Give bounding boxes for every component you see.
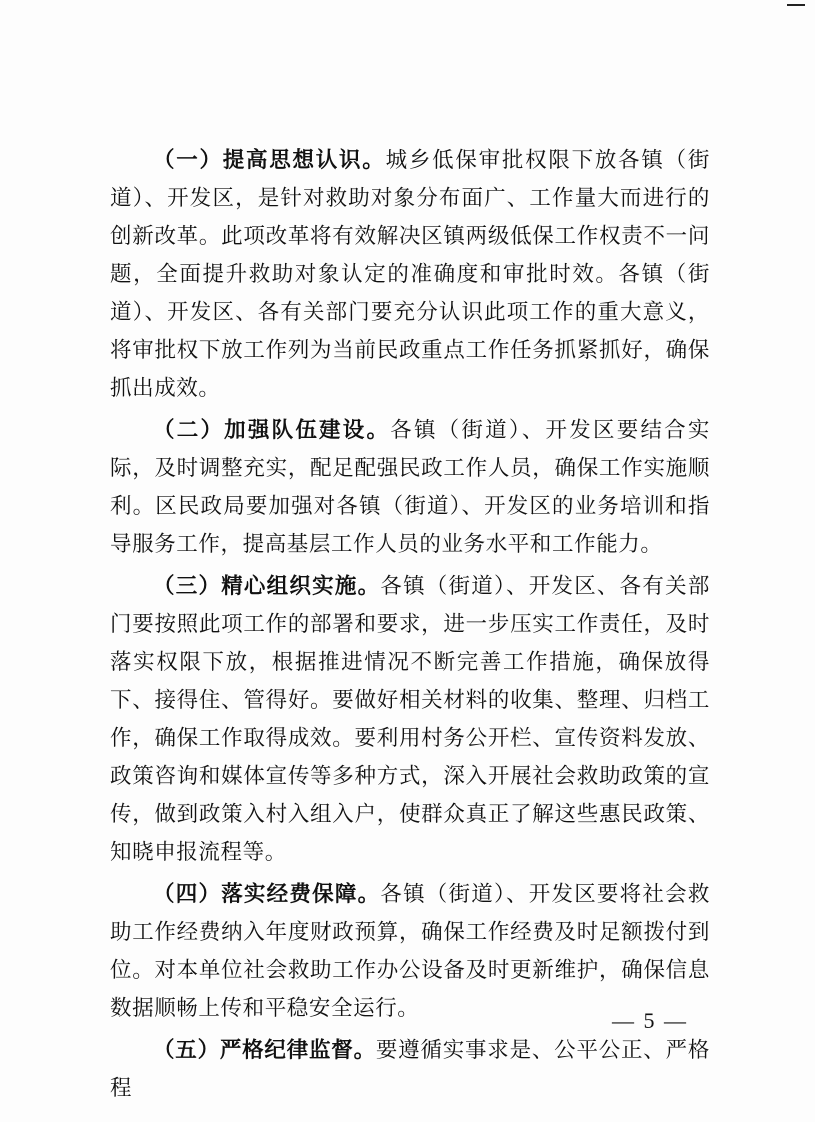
paragraph-3	[110, 568, 710, 872]
paragraph-text: 城乡低保审批权限下放各镇（街道）、开发区，是针对救助对象分布面广、工作量大而进行的创新改革。此项改革将有效解决区镇两级低保工作权责不一问题，全面提升救助对象认定的准确度和审批时效。各镇（街道）、开发区、各有关部门要充分认识此项工作的重大意义，将审批权下放工作列为当前民政重点工作任务抓紧抓好，确保抓出成效。	[110, 148, 710, 401]
paragraph-text: 各镇（街道）、开发区要将社会救助工作经费纳入年度财政预算，确保工作经费及时足额拨付到位。对本单位社会救助工作办公设备及时更新维护，确保信息数据顺畅上传和平稳安全运行。	[110, 882, 710, 1021]
paragraph-1	[110, 142, 710, 408]
paragraph-text: 要遵循实事求是、公平公正、严格程	[110, 1038, 710, 1101]
paragraph-heading: （三）精心组织实施。	[153, 574, 381, 599]
paragraph-text: 各镇（街道）、开发区、各有关部门要按照此项工作的部署和要求，进一步压实工作责任，及时落实权限下放，根据推进情况不断完善工作措施，确保放得下、接得住、管得好。要做好相关材料的收集、整理、归档工作，确保工作取得成效。要利用村务公开栏、宣传资料发放、政策咨询和媒体宣传等多种方式，深入开展社会救助政策的宣传，做到政策入村入组入户，使群众真正了解这些惠民政策、知晓申报流程等。	[110, 574, 710, 865]
paragraph-2	[110, 412, 710, 564]
paragraph-heading: （一）提高思想认识。	[153, 148, 386, 173]
paragraph-5	[110, 1032, 710, 1108]
document-body	[110, 142, 710, 1108]
paragraph-text: 各镇（街道）、开发区要结合实际，及时调整充实，配足配强民政工作人员，确保工作实施顺利。区民政局要加强对各镇（街道）、开发区的业务培训和指导服务工作，提高基层工作人员的业务水平和工作能力。	[110, 418, 710, 557]
paragraph-heading: （二）加强队伍建设。	[153, 418, 391, 443]
paragraph-4	[110, 876, 710, 1028]
paragraph-heading: （五）严格纪律监督。	[153, 1038, 376, 1063]
corner-mark	[787, 0, 805, 6]
page-number: — 5 —	[612, 1008, 688, 1033]
paragraph-heading: （四）落实经费保障。	[153, 882, 381, 907]
